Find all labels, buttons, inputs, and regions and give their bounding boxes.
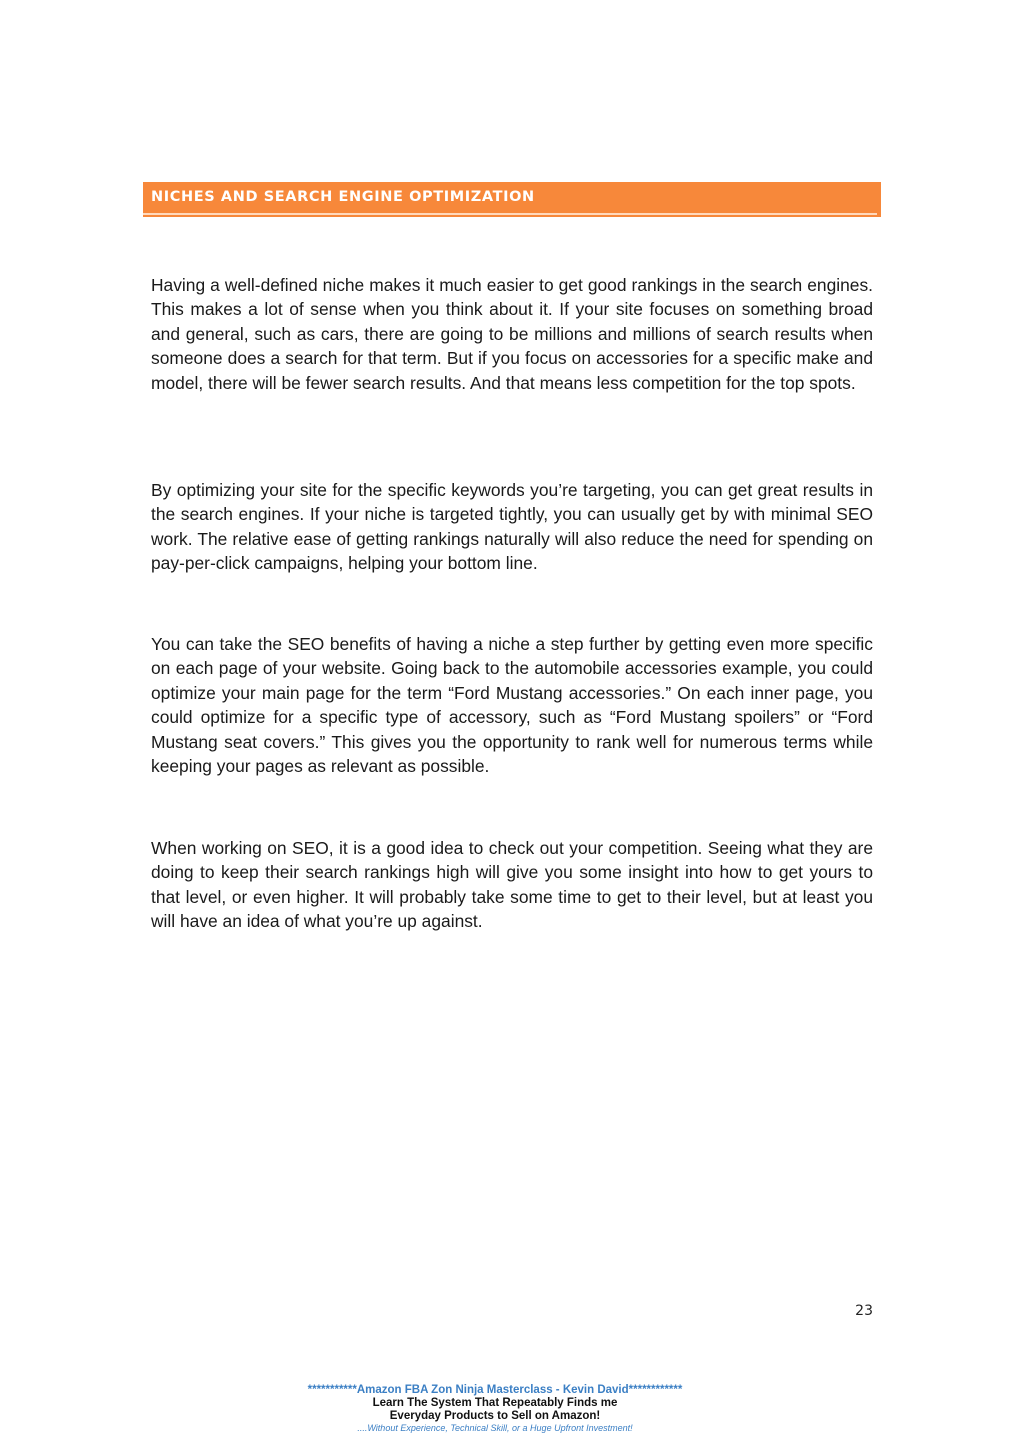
page-number: 23 (855, 1303, 873, 1319)
footer-promo-title-link[interactable]: ***********Amazon FBA Zon Ninja Masterclass - Kevin David************ (307, 1384, 683, 1396)
footer-promo (260, 1384, 730, 1434)
paragraph-keyword-optimization: By optimizing your site for the specific keywords you’re targeting, you can get great results in the search engines. If your niche is targeted tightly, you can usually get by with minimal SEO work. The relative ease of getting rankings naturally will also reduce the need for spending on pay-per-click campaigns, helping your bottom line. (151, 480, 873, 574)
paragraph-page-specific-seo: You can take the SEO benefits of having a niche a step further by getting even more specific on each page of your website. Going back to the automobile accessories example, you could optimize your main page for the term “Ford Mustang accessories.” On each inner page, you could optimize for a specific type of accessory, such as “Ford Mustang spoilers” or “Ford Mustang seat covers.” This gives you the opportunity to rank well for numerous terms while keeping your pages as relevant as possible. (151, 634, 873, 777)
section-header-bar (143, 182, 881, 217)
footer-promo-line: Learn The System That Repeatably Finds me (372, 1397, 618, 1409)
footer-promo-line: Everyday Products to Sell on Amazon! (389, 1409, 601, 1422)
footer-promo-tagline: ....Without Experience, Technical Skill, or a Huge Upfront Investment! (357, 1423, 633, 1433)
paragraph-competition: When working on SEO, it is a good idea to check out your competition. Seeing what they are doing to keep their search rankings high will give you some insight into how to get yours to that level, or even higher. It will probably take some time to get to their level, but at least you will have an idea of what you’re up against. (151, 838, 873, 932)
section-title: NICHES AND SEARCH ENGINE OPTIMIZATION (151, 189, 535, 205)
paragraph-niche-rankings: Having a well-defined niche makes it much easier to get good rankings in the search engines. This makes a lot of sense when you think about it. If your site focuses on something broad and general, such as cars, there are going to be millions and millions of search results when someone does a search for that term. But if you focus on accessories for a specific make and model, there will be fewer search results. And that means less competition for the top spots. (151, 275, 873, 393)
section-header-inner (143, 182, 877, 215)
